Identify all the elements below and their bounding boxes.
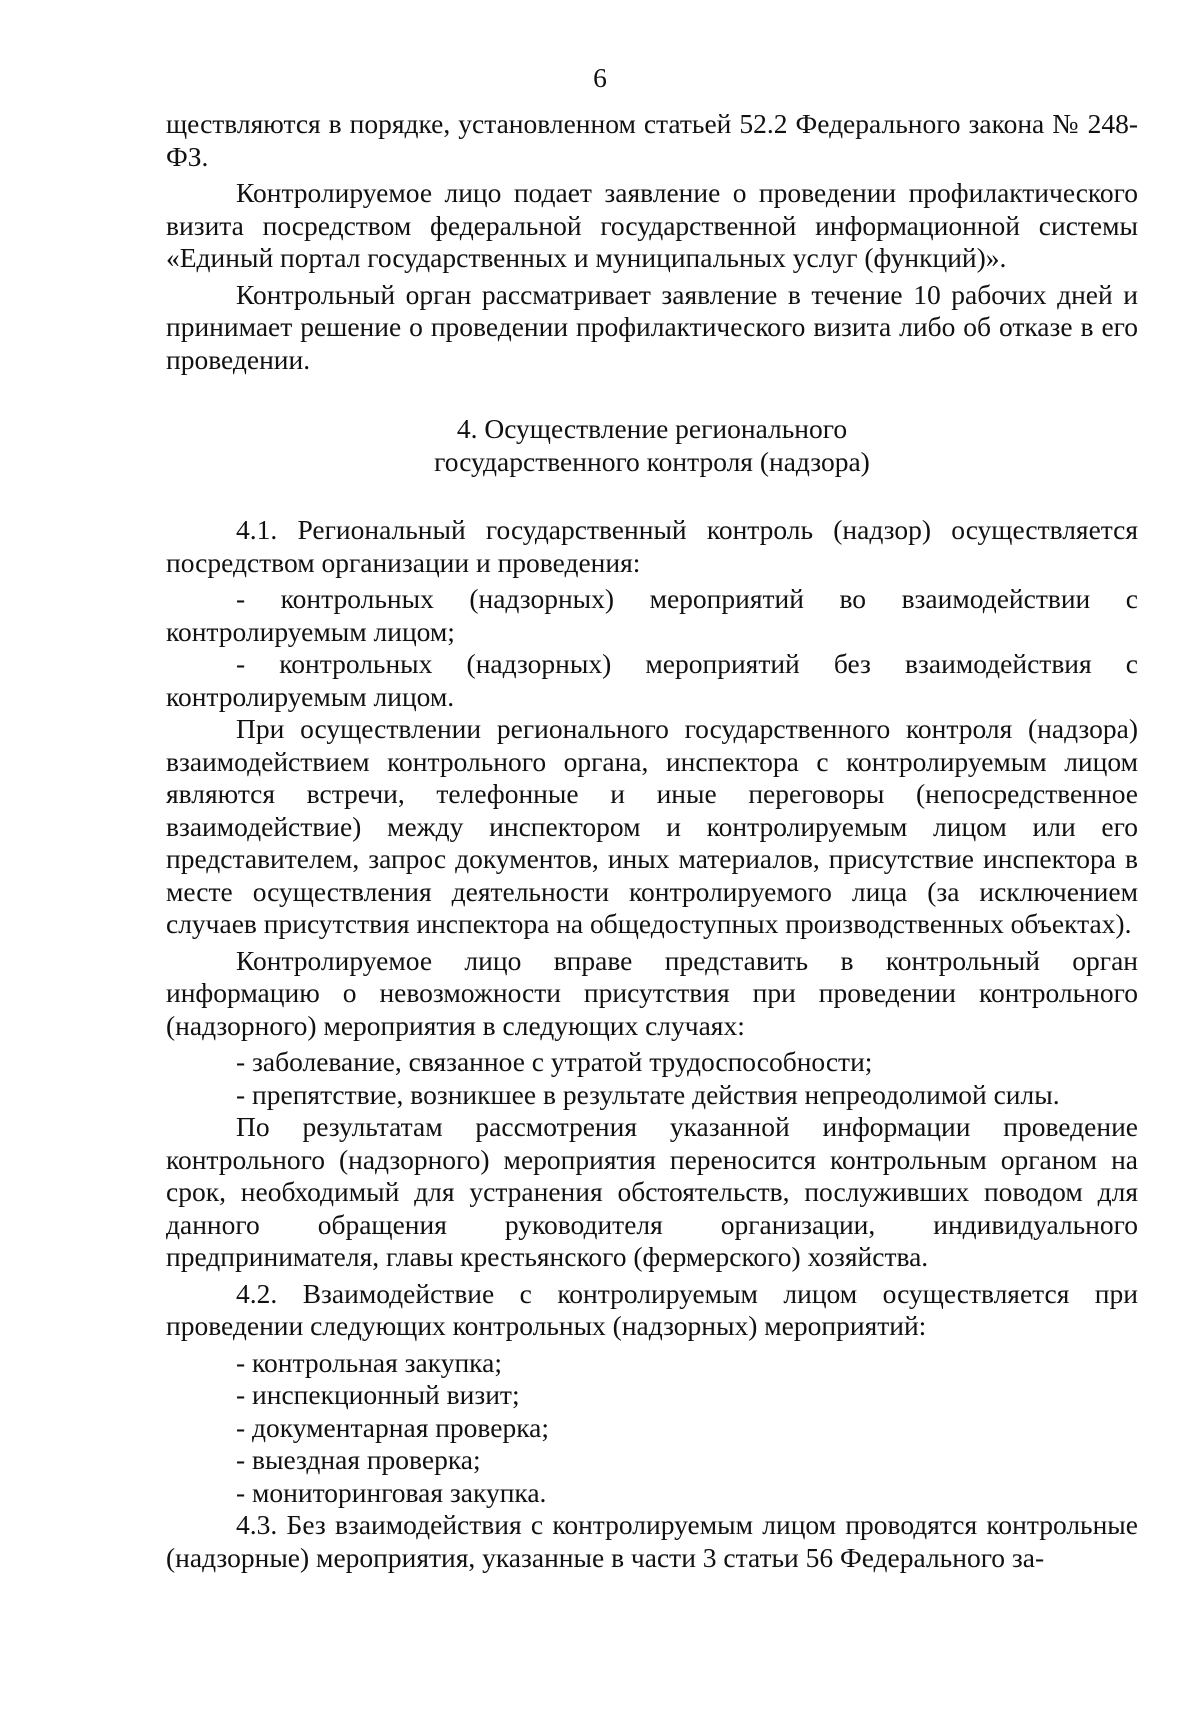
paragraph-4-2-intro: 4.2. Взаимодействие с контролируемым лицом осуществляется при проведении следующих контрольных (надзорных) мероприятий: xyxy=(166,1277,1138,1341)
paragraph-review: Контрольный орган рассматривает заявление в течение 10 рабочих дней и принимает решение о проведении профилактического визита либо об отказе в его проведении. xyxy=(166,278,1138,375)
list-item: - мониторинговая закупка. xyxy=(236,1476,547,1508)
list-item: - контрольных (надзорных) мероприятий во взаимодействии с контролируемым лицом; xyxy=(166,583,1138,647)
section-heading-line-2: государственного контроля (надзора) xyxy=(434,446,870,477)
list-item: - контрольная закупка; xyxy=(236,1346,502,1378)
list-item: - документарная проверка; xyxy=(236,1411,550,1443)
section-heading xyxy=(166,412,1138,478)
section-heading-line-1: 4. Осуществление регионального xyxy=(456,413,848,444)
paragraph-application: Контролируемое лицо подает заявление о проведении профилактического визита посредством федеральной государственной информационной системы «Единый портал государственных и муниципальных услуг (функций)». xyxy=(166,177,1138,273)
paragraph-postpone: По результатам рассмотрения указанной информации проведение контрольного (надзорного) мероприятия переносится контрольным органом на срок, необходимый для устранения обстоятельств, послуживших поводом для данного обращения руководителя организации, индивидуального предпринимателя, главы крестьянского (фермерского) хозяйства. xyxy=(166,1111,1138,1272)
document-body xyxy=(166,108,1138,1578)
list-item: - выездная проверка; xyxy=(236,1444,481,1475)
list-item: - препятствие, возникшее в результате действия непреодолимой силы. xyxy=(236,1078,1060,1110)
paragraph-4-3-intro: 4.3. Без взаимодействия с контролируемым лицом проводятся контрольные (надзорные) мероприятия, указанные в части 3 статьи 56 Федерального за- xyxy=(166,1509,1138,1573)
list-item: - заболевание, связанное с утратой трудоспособности; xyxy=(236,1046,873,1077)
list-item: - инспекционный визит; xyxy=(236,1379,520,1410)
list-item: - контрольных (надзорных) мероприятий без взаимодействия с контролируемым лицом. xyxy=(166,648,1138,712)
paragraph-right-to-inform: Контролируемое лицо вправе представить в контрольный орган информацию о невозможности присутствия при проведении контрольного (надзорного) мероприятия в следующих случаях: xyxy=(166,944,1138,1041)
paragraph-interaction: При осуществлении регионального государственного контроля (надзора) взаимодействием контрольного органа, инспектора с контролируемым лицом являются встречи, телефонные и иные переговоры (непосредственное взаимодействие) между инспектором и контролируемым лицом или его представителем, запрос документов, иных материалов, присутствие инспектора в месте осуществления деятельности контролируемого лица (за исключением случаев присутствия инспектора на общедоступных производственных объектах). xyxy=(166,713,1138,939)
paragraph-4-1-intro: 4.1. Региональный государственный контроль (надзор) осуществляется посредством организации и проведения: xyxy=(166,514,1138,578)
paragraph-continuation: ществляются в порядке, установленном статьей 52.2 Федерального закона № 248-ФЗ. xyxy=(166,108,1138,172)
page-number: 6 xyxy=(593,62,607,93)
